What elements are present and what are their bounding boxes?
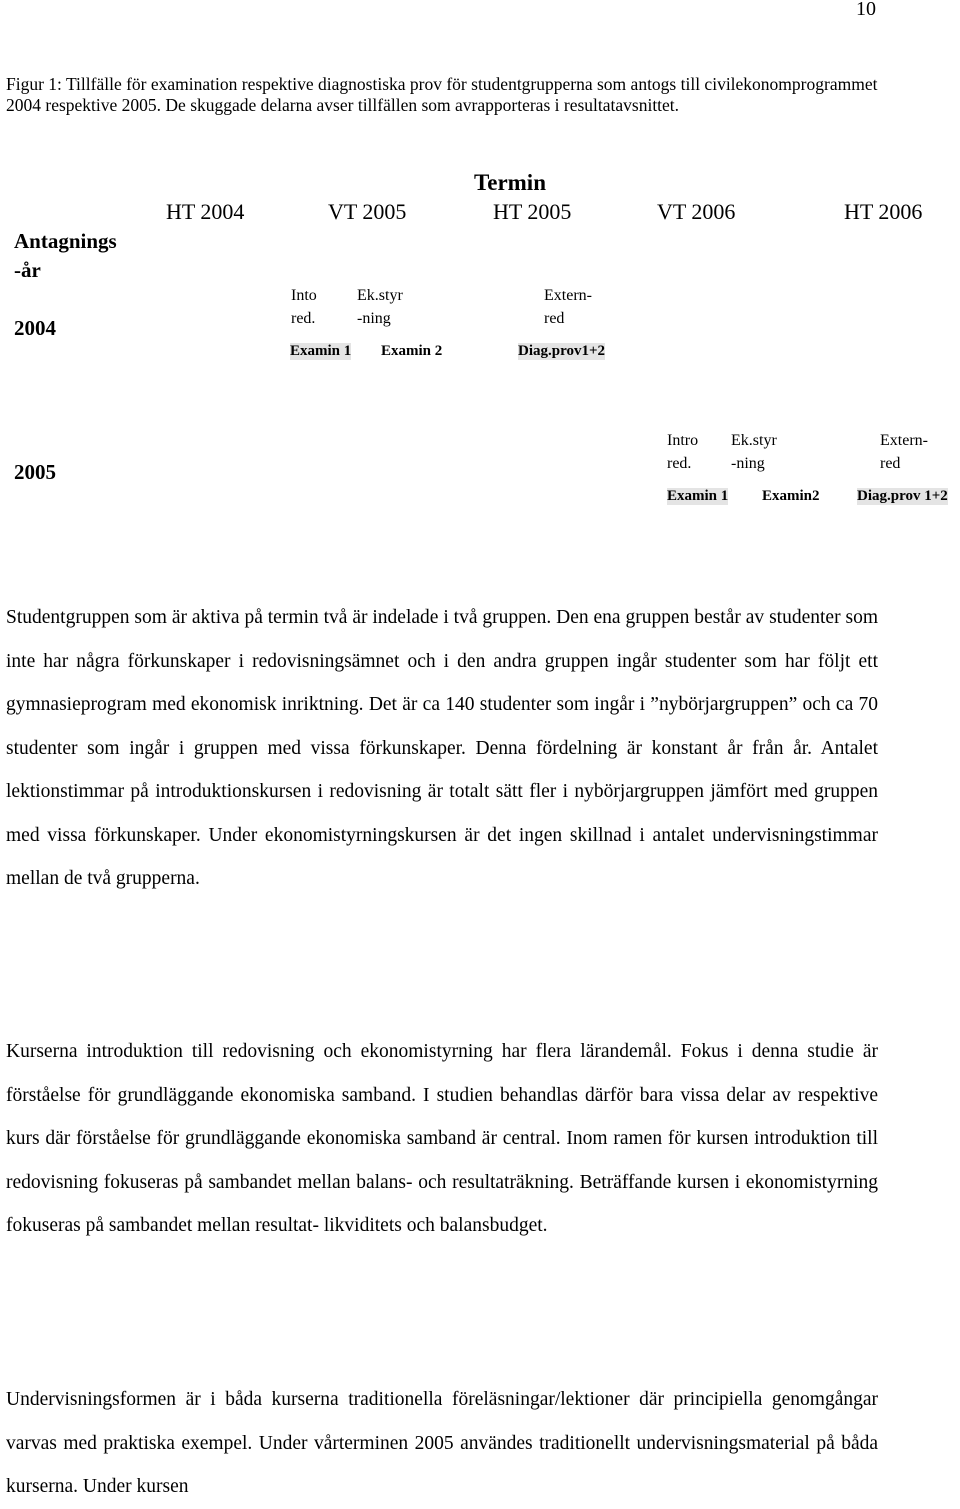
exam-2: Examin2 bbox=[762, 488, 820, 504]
term-label: HT 2005 bbox=[493, 199, 572, 224]
course-externred: Extern- red bbox=[544, 287, 592, 327]
termin-heading: Termin bbox=[474, 170, 546, 195]
body-paragraph: Undervisningsformen är i båda kurserna traditionella föreläsningar/lektioner där principiella genomgångar varvas med praktiska exempel. Under vårterminen 2005 användes traditionellt undervisningsmaterial på båda kurserna. Under kursen bbox=[6, 1389, 878, 1497]
admission-year-2004: 2004 bbox=[14, 316, 56, 340]
course-externred: Extern- red bbox=[880, 432, 928, 472]
body-paragraph: Kurserna introduktion till redovisning och ekonomistyrning har flera lärandemål. Fokus i denna studie är förståelse för grundläggande ekonomiska samband. I studien behandlas därför bara vissa delar av respektive kurs där förståelse för grundläggande ekonomiska samband är central. Inom ramen för kursen introduktion till redovisning fokuseras på sambandet mellan balans- och resultaträkning. Beträffande kursen i ekonomistyrning fokuseras på sambandet mellan resultat- likviditets och balansbudget. bbox=[6, 1041, 878, 1236]
exam-1-shaded: Examin 1 bbox=[667, 488, 729, 504]
page-number: 10 bbox=[856, 0, 876, 20]
diag-prov-shaded: Diag.prov1+2 bbox=[518, 343, 606, 359]
term-label: VT 2005 bbox=[328, 199, 407, 224]
term-label: VT 2006 bbox=[657, 199, 736, 224]
exam-1-shaded: Examin 1 bbox=[290, 343, 352, 359]
figure-caption: Figur 1: Tillfälle för examination respektive diagnostiska prov för studentgrupperna som antogs till civilekonomprogrammet 2004 respektive 2005. De skuggade delarna avser tillfällen som avrapporteras i resultatavsnittet. bbox=[6, 74, 878, 115]
course-intro: Intro red. bbox=[667, 432, 699, 472]
diag-prov-shaded: Diag.prov 1+2 bbox=[857, 488, 948, 504]
course-ekonomistyrning: Ek.styr -ning bbox=[731, 432, 777, 472]
course-ekonomistyrning: Ek.styr -ning bbox=[357, 287, 403, 327]
term-label: HT 2004 bbox=[166, 199, 245, 224]
course-intro: Into red. bbox=[291, 287, 317, 327]
admission-year-2005: 2005 bbox=[14, 460, 56, 484]
body-paragraph: Studentgruppen som är aktiva på termin två är indelade i två gruppen. Den ena gruppen består av studenter som inte har några förkunskaper i redovisningsämnet och i den andra gruppen ingår studenter som har följt ett gymnasieprogram med ekonomisk inriktning. Det är ca 140 studenter som ingår i ”nybörjargruppen” och ca 70 studenter som ingår i gruppen med vissa förkunskaper. Denna fördelning är konstant år från år. Antalet lektionstimmar på introduktionskursen i redovisning är totalt sätt fler i nybörjargruppen jämfört med gruppen med vissa förkunskaper. Under ekonomistyrningskursen är det ingen skillnad i antalet undervisningstimmar mellan de två grupperna. bbox=[6, 607, 878, 889]
term-label: HT 2006 bbox=[844, 199, 923, 224]
row-header-line2: -år bbox=[14, 258, 41, 282]
row-header-line1: Antagnings bbox=[14, 229, 117, 253]
exam-2: Examin 2 bbox=[381, 343, 443, 359]
